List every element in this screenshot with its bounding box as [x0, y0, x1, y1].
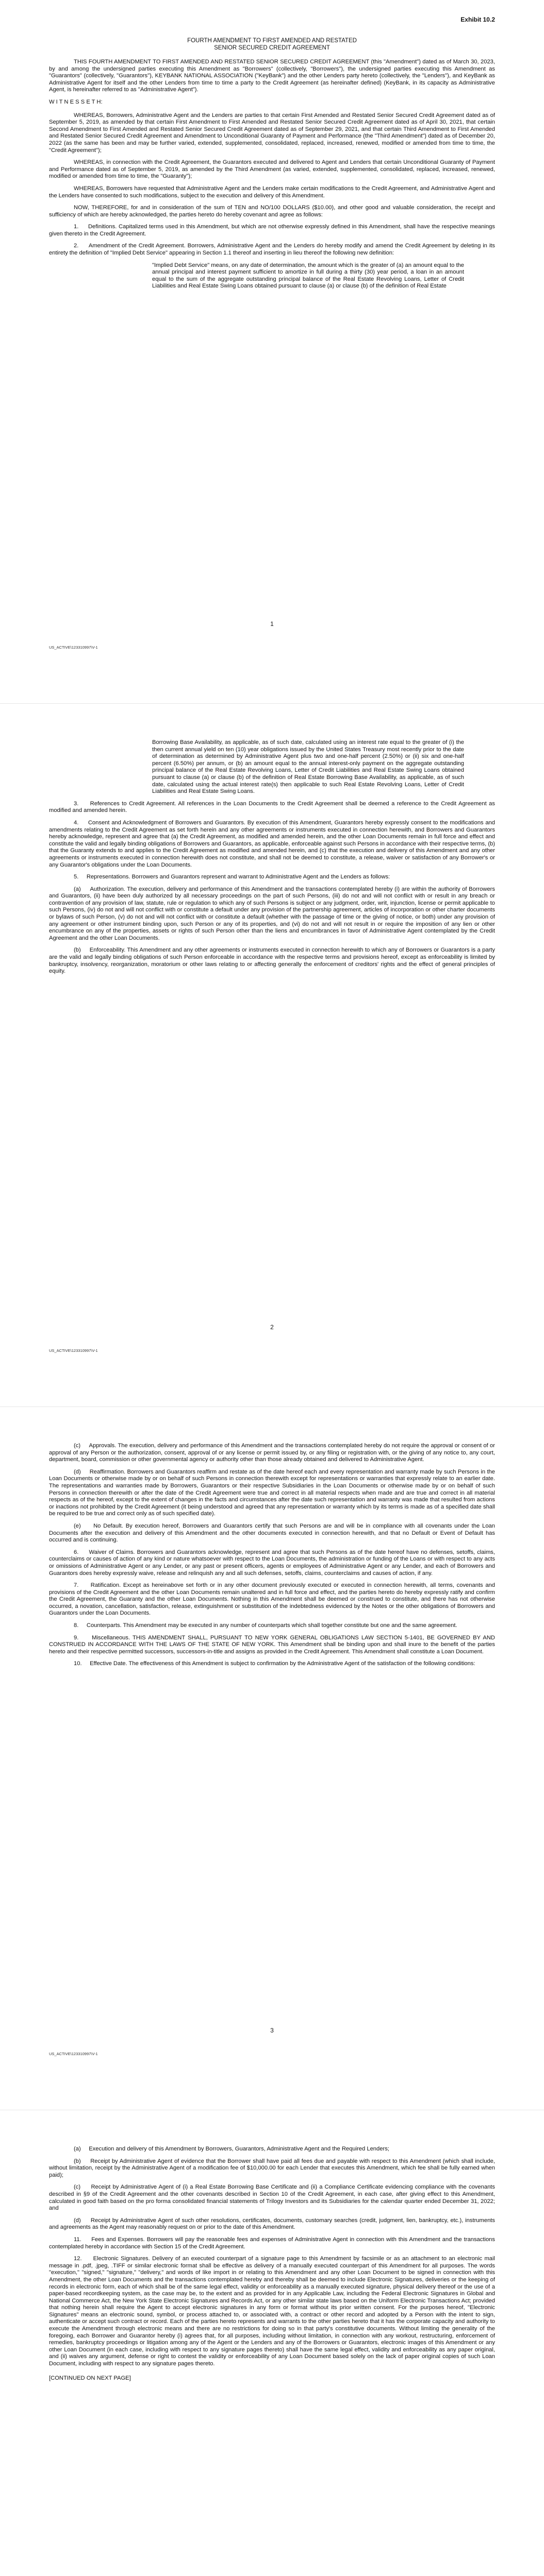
section-10c-certificates: (c) Receipt by Administrative Agent of (i) a Real Estate Borrowing Base Certificate and (ii) a Compliance Certificate evidencing compliance with the covenants described in §9 of the Credit Agreement and the other covenants described in Section 10 of the Credit Agreement, in each case, after giving effect to this Amendment, calculated in good faith based on the pro forma consolidated financial statements of Trilogy Investors and its Subsidiaries for the calendar quarter ended December 31, 2022; and [49, 2184, 495, 2212]
page-number: 2 [270, 1324, 274, 1331]
intro-paragraph: THIS FOURTH AMENDMENT TO FIRST AMENDED AND RESTATED SENIOR SECURED CREDIT AGREEMENT (this "Amendment") dated as of March 30, 2023, by and among the undersigned parties executing this Amendment as "Borrowers" (collectively, "Borrowers"), the undersigned parties executing this Amendment as "Guarantors" (collectively, "Guarantors"), KEYBANK NATIONAL ASSOCIATION ("KeyBank") and the other Lenders party hereto (collectively, the "Lenders"), and KeyBank as Administrative Agent for itself and the other Lenders from time to time a party to the Credit Agreement (as hereinafter defined) (KeyBank, in its capacity as Administrative Agent, is hereinafter referred to as "Administrative Agent"). [49, 59, 495, 93]
recital-1: WHEREAS, Borrowers, Administrative Agent and the Lenders are parties to that certain First Amended and Restated Senior Secured Credit Agreement dated as of September 5, 2019, as amended by that certain First Amendment to First Amended and Restated Senior Secured Credit Agreement dated as of April 30, 2021, that certain Second Amendment to First Amended and Restated Senior Secured Credit Agreement dated as of September 29, 2021, and that certain Third Amendment to First Amended and Restated Senior Secured Credit Agreement and Amendment to Unconditional Guaranty of Payment and Performance (the "Third Amendment") dated as of December 20, 2022 (as the same has been and may be further varied, extended, supplemented, consolidated, replaced, increased, renewed, modified or amended from time to time, the "Credit Agreement"); [49, 112, 495, 154]
section-9-miscellaneous: 9. Miscellaneous. THIS AMENDMENT SHALL, PURSUANT TO NEW YORK GENERAL OBLIGATIONS LAW SECTION 5-1401, BE GOVERNED BY AND CONSTRUED IN ACCORDANCE WITH THE LAWS OF THE STATE OF NEW YORK. This Amendment shall be binding upon and shall inure to the benefit of the parties hereto and their respective permitted successors, successors-in-title and assigns as provided in the Credit Agreement. This Amendment shall constitute a Loan Document. [49, 1634, 495, 1655]
footer-document-id: US_ACTIVE\123310997\V-1 [49, 645, 98, 650]
section-3-references: 3. References to Credit Agreement. All references in the Loan Documents to the Credit Agreement shall be deemed a reference to the Credit Agreement as modified and amended herein. [49, 800, 495, 814]
footer-document-id: US_ACTIVE\123310997\V-1 [49, 1348, 98, 1353]
section-5d-reaffirmation: (d) Reaffirmation. Borrowers and Guarantors reaffirm and restate as of the date hereof each and every representation and warranty made by such Persons in the Loan Documents or otherwise made by or on behalf of such Persons in connection therewith except for representations or warranties that expressly relate to an earlier date. The representations and warranties made by Borrowers, Guarantors or their respective Subsidiaries in the Loan Documents or otherwise made by or on behalf of such Persons in connection therewith or after the date of the Credit Agreement were true and correct in all material respects when made and are true and correct in all material respects as of the hereof, except to the extent of changes in the facts and circumstances after the date such representation and warranty was made that resulted from actions or inactions not prohibited by the Credit Agreement (it being understood and agreed that any representation or warranty which by its terms is made as of a specified date shall be required to be true and correct only as of such specified date). [49, 1468, 495, 1517]
page-number: 3 [270, 2027, 274, 2034]
section-5e-no-default: (e) No Default. By execution hereof, Borrowers and Guarantors certify that such Persons are and will be in compliance with all covenants under the Loan Documents after the execution and delivery of this Amendment and the other documents executed in connection herewith, and that no Default or Event of Default has occurred and is continuing. [49, 1522, 495, 1544]
document-title-line-1: FOURTH AMENDMENT TO FIRST AMENDED AND RESTATED [187, 38, 357, 44]
section-12-electronic-signatures: 12. Electronic Signatures. Delivery of an executed counterpart of a signature page to this Amendment by facsimile or as an attachment to an electronic mail message in .pdf, .jpeg, .TIFF or similar electronic format shall be effective as delivery of a manually executed counterpart of this Amendment for all purposes. The words "execution," "signed," "signature," "delivery," and words of like import in or relating to this Amendment and any other Loan Document to be signed in connection with this Amendment, the other Loan Documents and the transactions contemplated hereby and thereby shall be deemed to include Electronic Signatures, deliveries or the keeping of records in electronic form, each of which shall be of the same legal effect, validity or enforceability as a manually executed signature, physical delivery thereof or the use of a paper-based recordkeeping system, as the case may be, to the extent and as provided for in any Applicable Law, including the Federal Electronic Signatures in Global and National Commerce Act, the New York State Electronic Signatures and Records Act, or any other similar state laws based on the Uniform Electronic Transactions Act; provided that nothing herein shall require the Agent to accept electronic signatures in any form or format without its prior written consent. For the purposes hereof, "Electronic Signatures" means an electronic sound, symbol, or process attached to, or associated with, a contract or other record and adopted by a Person with the intent to sign, authenticate or accept such contract or record. Each of the parties hereto represents and warrants to the other parties hereto that it has the corporate capacity and authority to execute the Amendment through electronic means and there are no restrictions for doing so in that party's constitutive documents. Without limiting the generality of the foregoing, each Borrower and Guarantor hereby (i) agrees that, for all purposes, including without limitation, in connection with any workout, restructuring, enforcement of remedies, bankruptcy proceedings or litigation among any of the Agent or the Lenders and any of the Borrowers or Guarantors, electronic images of this Amendment or any other Loan Document (in each case, including with respect to any signature pages thereto) shall have the same legal effect, validity and enforceability as any paper original, and (ii) waives any argument, defense or right to contest the validity or enforceability of any Loan Document based solely on the lack of paper original copies of such Loan Document, including with respect to any signature pages thereto. [49, 2256, 495, 2367]
section-10b-fees: (b) Receipt by Administrative Agent of evidence that the Borrower shall have paid all fees due and payable with respect to this Amendment (which shall include, without limitation, receipt by the Administrative Agent of a modification fee of $10,000.00 for each Lender that executes this Amendment, which fee shall be fully earned when paid); [49, 2158, 495, 2178]
section-11-fees-expenses: 11. Fees and Expenses. Borrowers will pay the reasonable fees and expenses of Administrative Agent in connection with this Amendment and the transactions contemplated hereby in accordance with Section 15 of the Credit Agreement. [49, 2236, 495, 2250]
section-10d-other-documents: (d) Receipt by Administrative Agent of such other resolutions, certificates, documents, customary searches (credit, judgment, lien, bankruptcy, etc.), instruments and agreements as the Agent may reasonably request on or prior to the date of this Amendment. [49, 2217, 495, 2231]
continued-notice: [CONTINUED ON NEXT PAGE] [49, 2375, 131, 2381]
section-10-effective-date: 10. Effective Date. The effectiveness of this Amendment is subject to confirmation by the Administrative Agent of the satisfaction of the following conditions: [74, 1660, 475, 1667]
document-title-line-2: SENIOR SECURED CREDIT AGREEMENT [214, 45, 330, 51]
document-page-3 [0, 1406, 544, 2110]
section-8-counterparts: 8. Counterparts. This Amendment may be executed in any number of counterparts which shall together constitute but one and the same agreement. [74, 1622, 457, 1629]
implied-debt-service-definition-continued: Borrowing Base Availability, as applicable, as of such date, calculated using an interest rate equal to the greater of (i) the then current annual yield on ten (10) year obligations issued by the United States Treasury most recently prior to the date of determination as determined by Administrative Agent plus two and one-half percent (2.50%) or (ii) six and one-half percent (6.50%) per annum, or (b) an amount equal to the annual interest-only payment on the aggregate outstanding principal balance of the Real Estate Revolving Loans, Letter of Credit Liabilities and Real Estate Swing Loans obtained pursuant to clause (a) or clause (b) of the definition of Real Estate Borrowing Base Availability, as applicable, as of such date, calculated using the actual interest rate(s) then applicable to such Real Estate Revolving Loans, Letter of Credit Liabilities and Real Estate Swing Loans. [152, 739, 464, 795]
page-number: 1 [270, 620, 274, 628]
section-1-definitions: 1. Definitions. Capitalized terms used in this Amendment, but which are not otherwise expressly defined in this Amendment, shall have the respective meanings given thereto in the Credit Agreement. [49, 224, 495, 237]
exhibit-label: Exhibit 10.2 [460, 16, 495, 23]
section-2-amendment: 2. Amendment of the Credit Agreement. Borrowers, Administrative Agent and the Lenders do hereby modify and amend the Credit Agreement by deleting in its entirety the definition of "Implied Debt Service" appearing in Section 1.1 thereof and inserting in lieu thereof the following new definition: [49, 243, 495, 257]
section-7-ratification: 7. Ratification. Except as hereinabove set forth or in any other document previously executed or executed in connection herewith, all terms, covenants and provisions of the Credit Agreement and the other Loan Documents remain unaltered and in full force and effect, and the parties hereto do hereby expressly ratify and confirm the Credit Agreement, the Guaranty and the other Loan Documents. Nothing in this Amendment shall be deemed or construed to constitute, and there has not otherwise occurred, a novation, cancellation, satisfaction, release, extinguishment or substitution of the indebtedness evidenced by the Notes or the other obligations of Borrowers and Guarantors under the Loan Documents. [49, 1582, 495, 1617]
section-6-waiver: 6. Waiver of Claims. Borrowers and Guarantors acknowledge, represent and agree that such Persons as of the date hereof have no defenses, setoffs, claims, counterclaims or causes of action of any kind or nature whatsoever with respect to the Loan Documents, the administration or funding of the Loans or with respect to any acts or omissions of Administrative Agent or any Lender, or any past or present officers, agents or employees of Administrative Agent or any Lender, and each of Borrowers and Guarantors does hereby expressly waive, release and relinquish any and all such defenses, setoffs, claims, counterclaims and causes of action, if any. [49, 1549, 495, 1577]
section-5a-authorization: (a) Authorization. The execution, delivery and performance of this Amendment and the transactions contemplated hereby (i) are within the authority of Borrowers and Guarantors, (ii) have been duly authorized by all necessary proceedings on the part of such Persons, (iii) do not and will not conflict with or result in any breach or contravention of any provision of law, statute, rule or regulation to which any of such Persons is subject or any judgment, order, writ, injunction, license or permit applicable to such Persons, (iv) do not and will not conflict with or constitute a default under any provision of the partnership agreement, articles of incorporation or other charter documents or bylaws of such Person, (v) do not and will not conflict with or constitute a default (whether with the passage of time or the giving of notice, or both) under any provision of any agreement or other instrument binding upon, such Person or any of its properties, and (vi) do not and will not result in or require the imposition of any lien or other encumbrance on any of the properties, assets or rights of such Person other than the liens and encumbrances in favor of Administrative Agent contemplated by the Credit Agreement and the other Loan Documents. [49, 886, 495, 941]
document-title [49, 37, 495, 52]
implied-debt-service-definition: "Implied Debt Service" means, on any date of determination, the amount which is the greater of (a) an amount equal to the annual principal and interest payment sufficient to amortize in full during a thirty (30) year period, a loan in an amount equal to the sum of the aggregate outstanding principal balance of the Real Estate Revolving Loans, Letter of Credit Liabilities and Real Estate Swing Loans obtained pursuant to clause (a) or clause (b) of the definition of Real Estate [152, 262, 464, 290]
section-10a-execution: (a) Execution and delivery of this Amendment by Borrowers, Guarantors, Administrative Agent and the Required Lenders; [74, 2146, 389, 2152]
section-5-representations: 5. Representations. Borrowers and Guarantors represent and warrant to Administrative Agent and the Lenders as follows: [74, 874, 390, 880]
recital-3: WHEREAS, Borrowers have requested that Administrative Agent and the Lenders make certain modifications to the Credit Agreement, and Administrative Agent and the Lenders have consented to such modifications, subject to the execution and delivery of this Amendment. [49, 185, 495, 199]
recital-2: WHEREAS, in connection with the Credit Agreement, the Guarantors executed and delivered to Agent and Lenders that certain Unconditional Guaranty of Payment and Performance dated as of September 5, 2019, as amended by the Third Amendment (as varied, extended, supplemented, consolidated, replaced, increased, renewed, modified or amended from time to time, the "Guaranty"); [49, 159, 495, 180]
section-5c-approvals: (c) Approvals. The execution, delivery and performance of this Amendment and the transactions contemplated hereby do not require the approval or consent of or approval of any Person or the authorization, consent, approval of or any license or permit issued by, or any filing or registration with, or the giving of any notice to, any court, department, board, commission or other governmental agency or authority other than those already obtained and delivered to Administrative Agent. [49, 1443, 495, 1463]
consideration-paragraph: NOW, THEREFORE, for and in consideration of the sum of TEN and NO/100 DOLLARS ($10.00), and other good and valuable consideration, the receipt and sufficiency of which are hereby acknowledged, the parties hereto do hereby covenant and agree as follows: [49, 205, 495, 218]
section-4-consent: 4. Consent and Acknowledgment of Borrowers and Guarantors. By execution of this Amendment, Guarantors hereby expressly consent to the modifications and amendments relating to the Credit Agreement as set forth herein and any other agreements or instruments executed in connection herewith, and Borrowers and Guarantors hereby acknowledge, represent and agree that (a) the Credit Agreement, as modified and amended herein, and the other Loan Documents remain in full force and effect and constitute the valid and legally binding obligations of Borrowers and Guarantors, as applicable, enforceable against such Persons in accordance with their respective terms, (b) that the Guaranty extends to and applies to the Credit Agreement as modified and amended herein, and (c) that the execution and delivery of this Amendment and any other agreements or instruments executed in connection herewith does not constitute, and shall not be deemed to constitute, a release, waiver or satisfaction of any Borrower's or any Guarantor's obligations under the Loan Documents. [49, 819, 495, 868]
document-page-4 [0, 2110, 544, 2576]
footer-document-id: US_ACTIVE\123310997\V-1 [49, 2052, 98, 2056]
witnesseth-heading: W I T N E S S E T H: [49, 98, 103, 105]
document-page-1 [0, 0, 544, 703]
section-5b-enforceability: (b) Enforceability. This Amendment and any other agreements or instruments executed in connection herewith to which any of Borrowers or Guarantors is a party are the valid and legally binding obligations of such Person enforceable in accordance with the respective terms and provisions hereof, except as enforceability is limited by bankruptcy, insolvency, reorganization, moratorium or other laws relating to or affecting generally the enforcement of creditors' rights and the effect of general principles of equity. [49, 947, 495, 975]
document-page-2 [0, 703, 544, 1406]
